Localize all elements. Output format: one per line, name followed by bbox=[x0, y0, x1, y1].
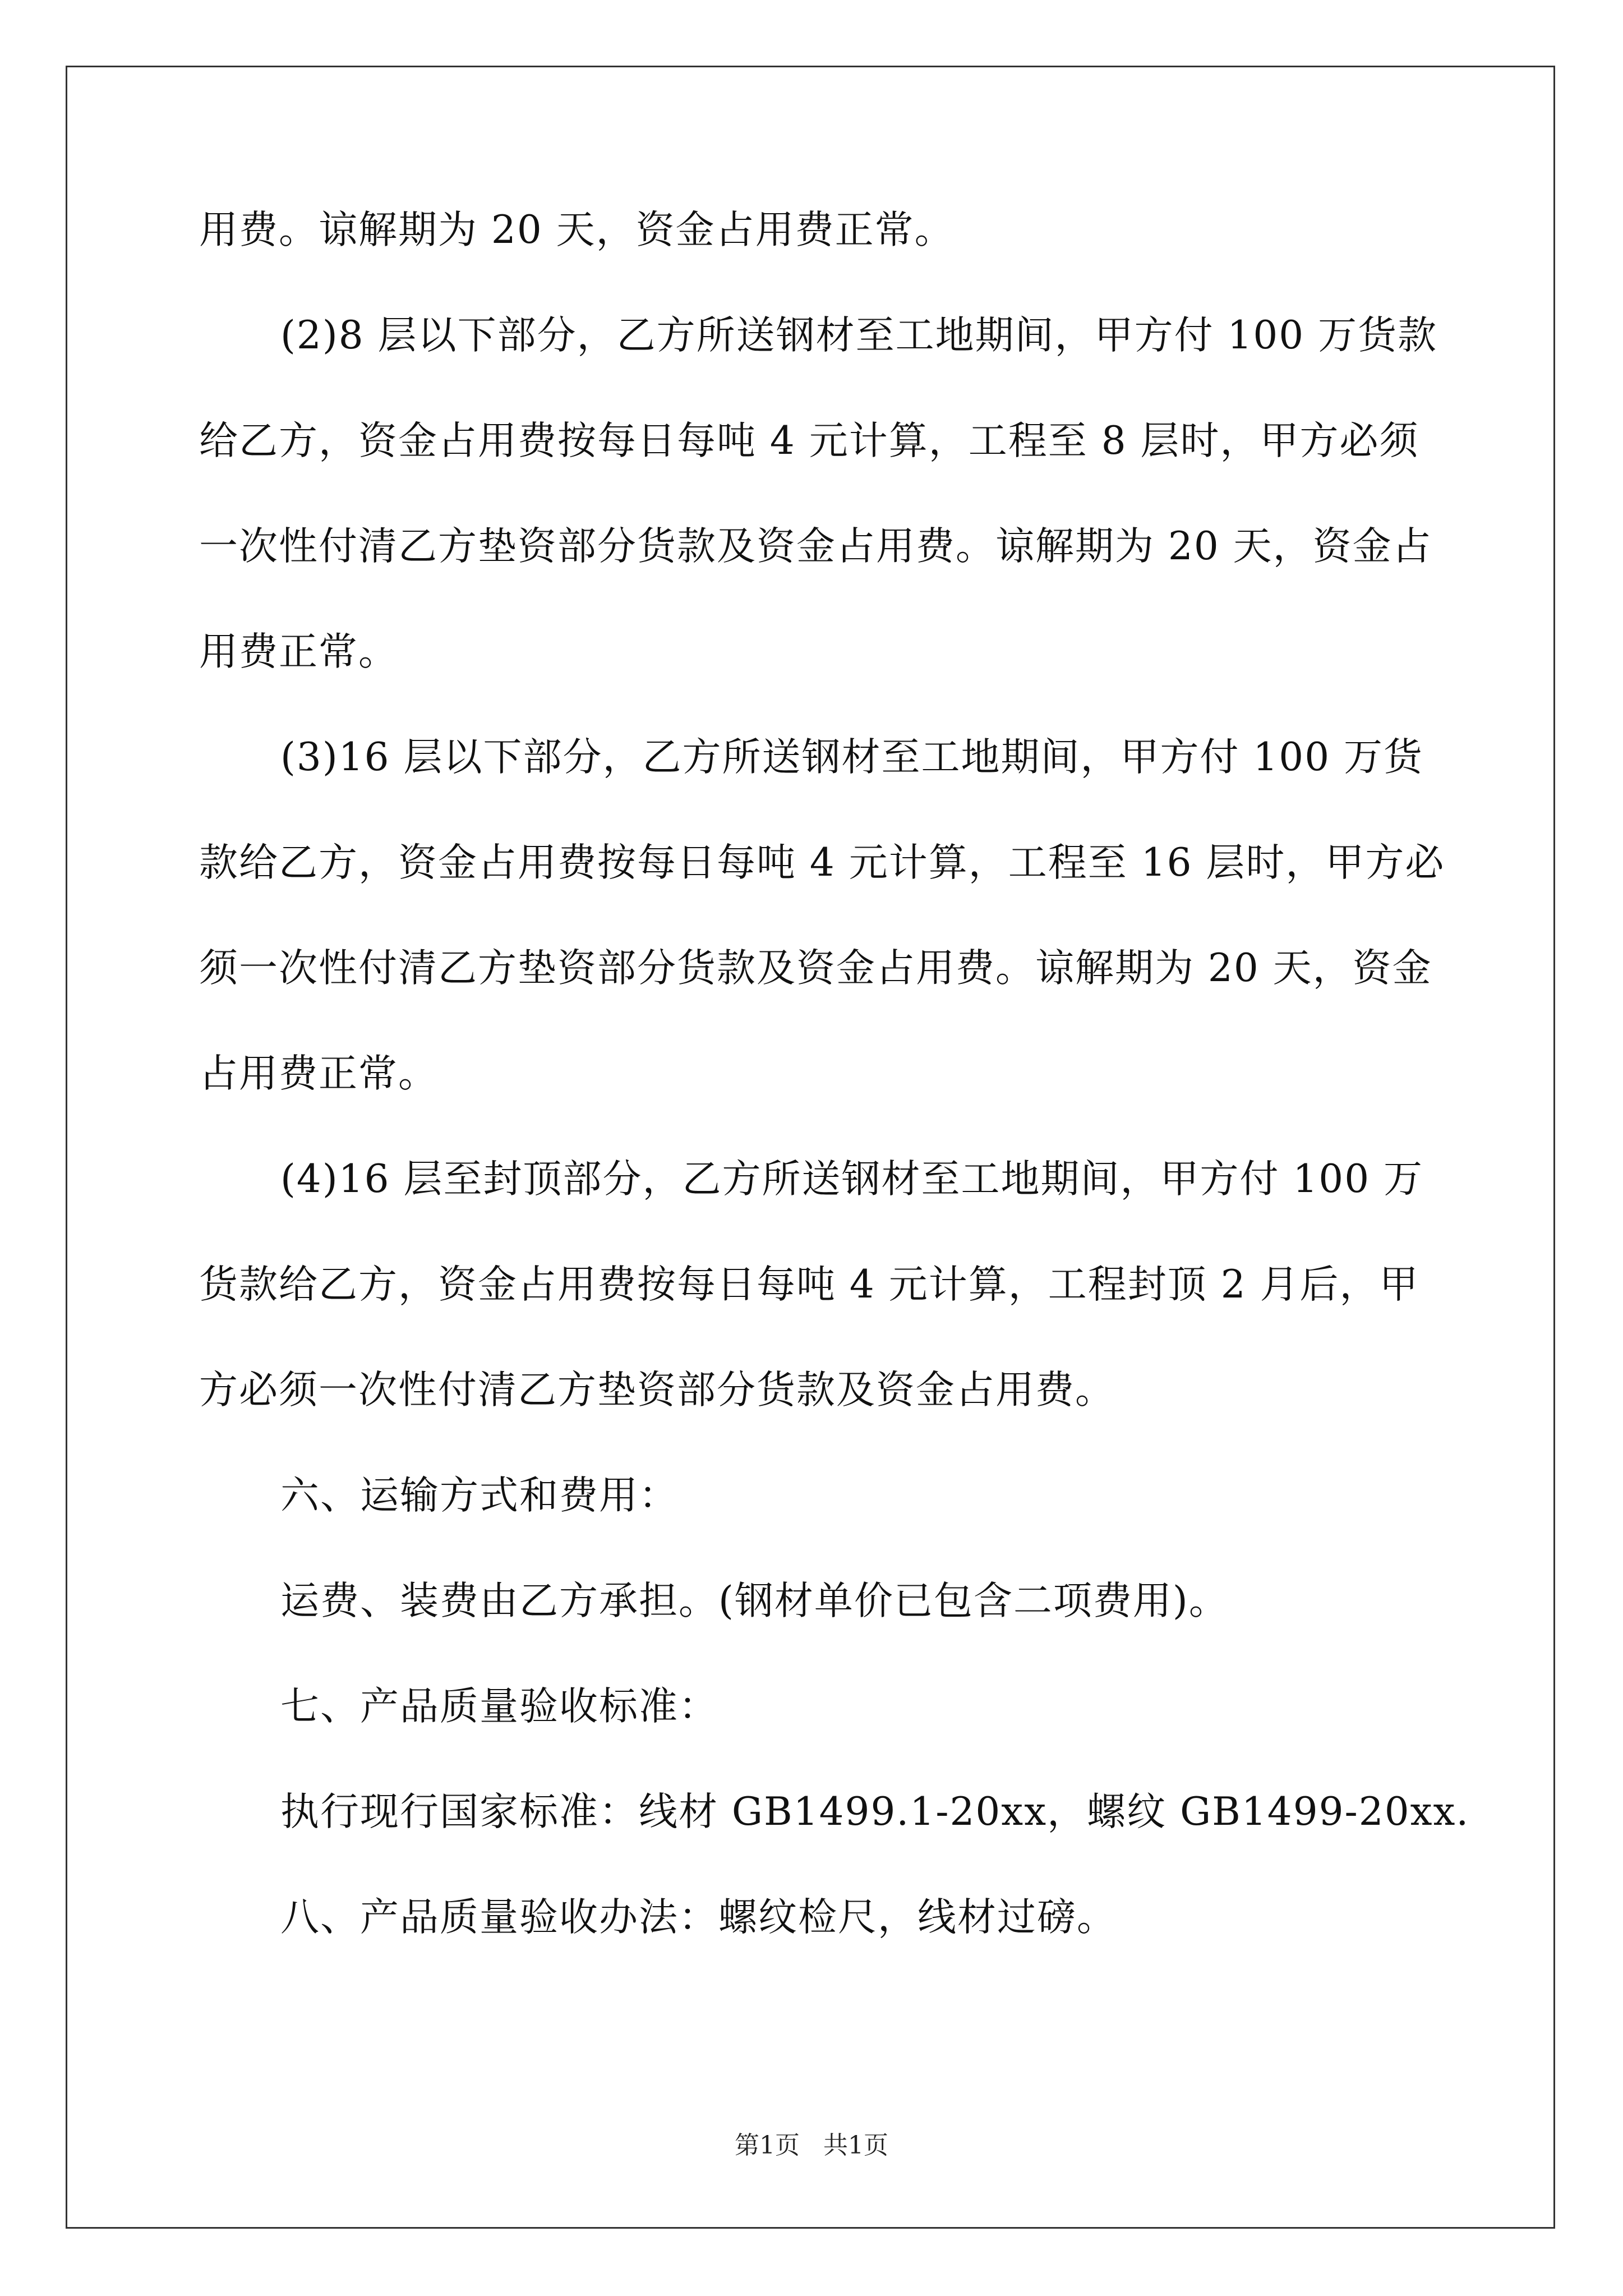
paragraph-3-line: (3)16 层以下部分，乙方所送钢材至工地期间，甲方付 100 万货 bbox=[280, 735, 1424, 780]
text-line: 执行现行国家标准：线材 GB1499.1-20xx，螺纹 GB1499-20xx. bbox=[280, 1789, 1470, 1834]
text-line: 占用费正常。 bbox=[199, 1051, 438, 1096]
text-line: 款给乙方，资金占用费按每日每吨 4 元计算，工程至 16 层时，甲方必 bbox=[199, 840, 1445, 885]
text-line: 须一次性付清乙方垫资部分货款及资金占用费。谅解期为 20 天，资金 bbox=[199, 946, 1432, 991]
section-heading-quality-method: 八、产品质量验收办法：螺纹检尺，线材过磅。 bbox=[280, 1895, 1117, 1940]
text-line: 给乙方，资金占用费按每日每吨 4 元计算，工程至 8 层时，甲方必须 bbox=[199, 418, 1419, 463]
section-heading-transport: 六、运输方式和费用： bbox=[280, 1473, 679, 1518]
text-line: 用费。谅解期为 20 天，资金占用费正常。 bbox=[199, 208, 955, 252]
text-line: 运费、装费由乙方承担。(钢材单价已包含二项费用)。 bbox=[280, 1579, 1229, 1623]
section-heading-quality-standard: 七、产品质量验收标准： bbox=[280, 1684, 718, 1729]
page-number-footer: 第1页 共1页 bbox=[735, 2131, 888, 2160]
paragraph-4-line: (4)16 层至封顶部分，乙方所送钢材至工地期间，甲方付 100 万 bbox=[280, 1157, 1424, 1202]
text-line: 方必须一次性付清乙方垫资部分货款及资金占用费。 bbox=[199, 1368, 1115, 1412]
text-line: 货款给乙方，资金占用费按每日每吨 4 元计算，工程封顶 2 月后，甲 bbox=[199, 1262, 1419, 1307]
paragraph-2-line: (2)8 层以下部分，乙方所送钢材至工地期间，甲方付 100 万货款 bbox=[280, 313, 1438, 358]
text-line: 一次性付清乙方垫资部分货款及资金占用费。谅解期为 20 天，资金占 bbox=[199, 524, 1432, 569]
text-line: 用费正常。 bbox=[199, 629, 398, 674]
